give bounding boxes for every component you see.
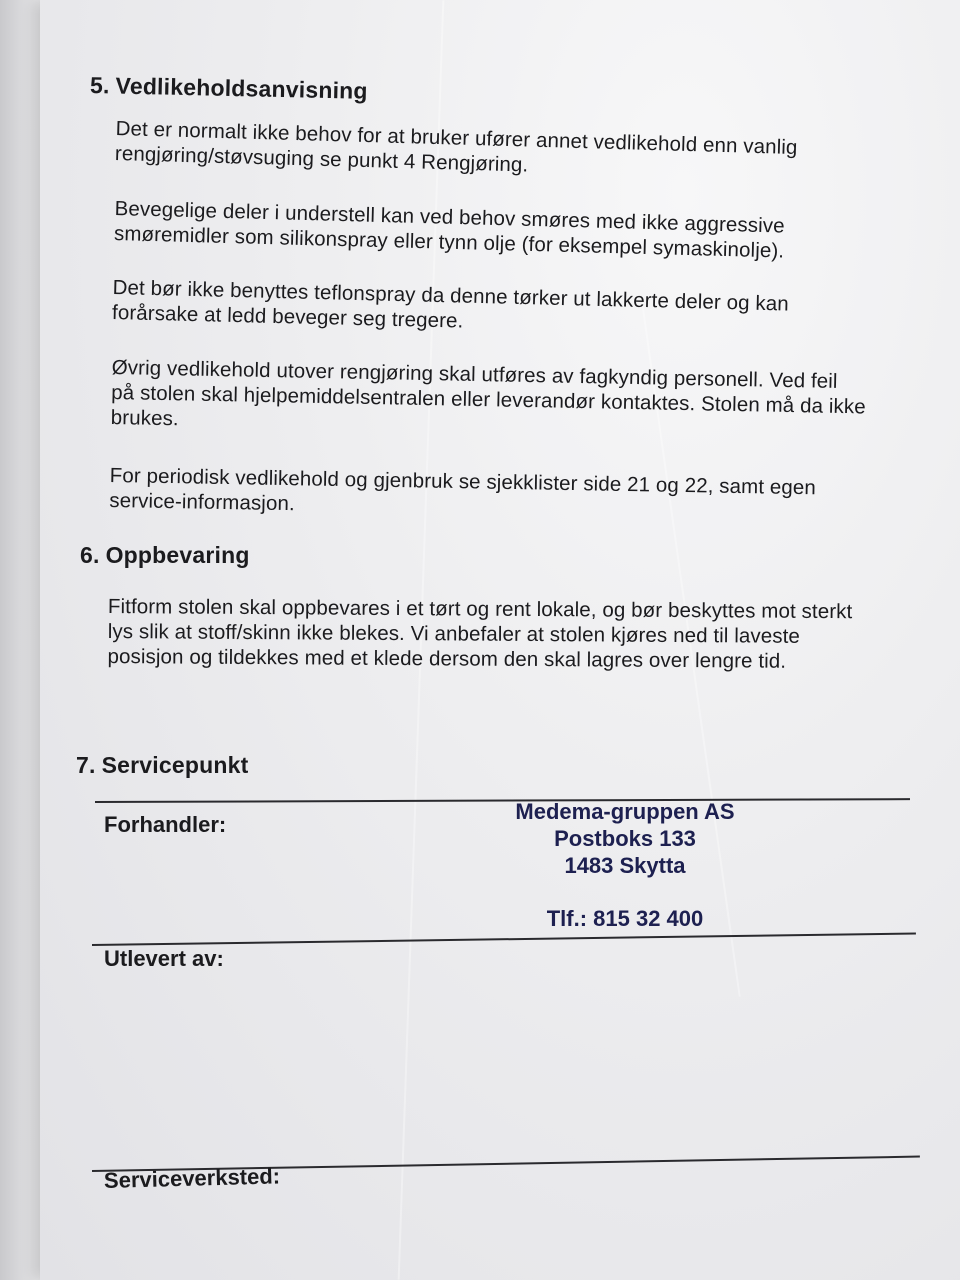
section-6-title: Oppbevaring	[105, 542, 250, 568]
dealer-spacer	[480, 879, 770, 905]
section-7-heading	[76, 752, 248, 779]
dealer-name: Medema-gruppen AS	[515, 799, 735, 824]
section-7-title: Servicepunkt	[101, 752, 249, 778]
dealer-label: Forhandler:	[104, 812, 227, 837]
section-5-paragraph-3: Det bør ikke benyttes teflonspray da denne tørker ut lakkerte deler og kan forårsake at ledd beveger seg tregere.	[111, 275, 790, 333]
section-5-title: Vedlikeholdsanvisning	[115, 72, 368, 104]
dealer-address	[480, 798, 770, 932]
section-6-number: 6.	[80, 542, 100, 568]
section-5-paragraph-2: Bevegelige deler i understell kan ved behov smøres med ikke aggressive smøremidler som silikonspray eller tynn olje (for eksempel symaskinolje).	[113, 196, 785, 263]
section-5-paragraph-1: Det er normalt ikke behov for at bruker ufører annet vedlikehold enn vanlig rengjøring/støvsuging se punkt 4 Rengjøring.	[114, 116, 798, 177]
section-5-number: 5.	[89, 72, 110, 99]
delivered-by-label: Utlevert av:	[104, 946, 224, 971]
section-6-paragraph-1: Fitform stolen skal oppbevares i et tørt og rent lokale, og bør beskyttes mot sterkt lys slik at stoff/skinn ikke blekes. Vi anbefaler at stolen kjøres ned til laveste posisjon og tildekkes med et klede dersom den skal lagres over lengre tid.	[107, 595, 853, 673]
dealer-bottom-rule	[92, 932, 916, 945]
dealer-postbox: Postboks 133	[554, 826, 696, 851]
dealer-phone: Tlf.: 815 32 400	[546, 906, 704, 931]
section-6-heading	[80, 542, 250, 569]
section-7-number: 7.	[76, 752, 96, 778]
service-workshop-label: Serviceverksted:	[103, 1163, 281, 1193]
section-5-paragraph-5: For periodisk vedlikehold og gjenbruk se sjekklister side 21 og 22, samt egen service-informasjon.	[109, 463, 817, 516]
section-5-heading	[90, 72, 368, 105]
section-5-paragraph-4: Øvrig vedlikehold utover rengjøring skal utføres av fagkyndig personell. Ved feil på stolen skal hjelpemiddelsentralen eller leverandør kontaktes. Stolen må da ikke brukes.	[110, 355, 866, 431]
dealer-postal-city: 1483 Skytta	[564, 853, 686, 878]
